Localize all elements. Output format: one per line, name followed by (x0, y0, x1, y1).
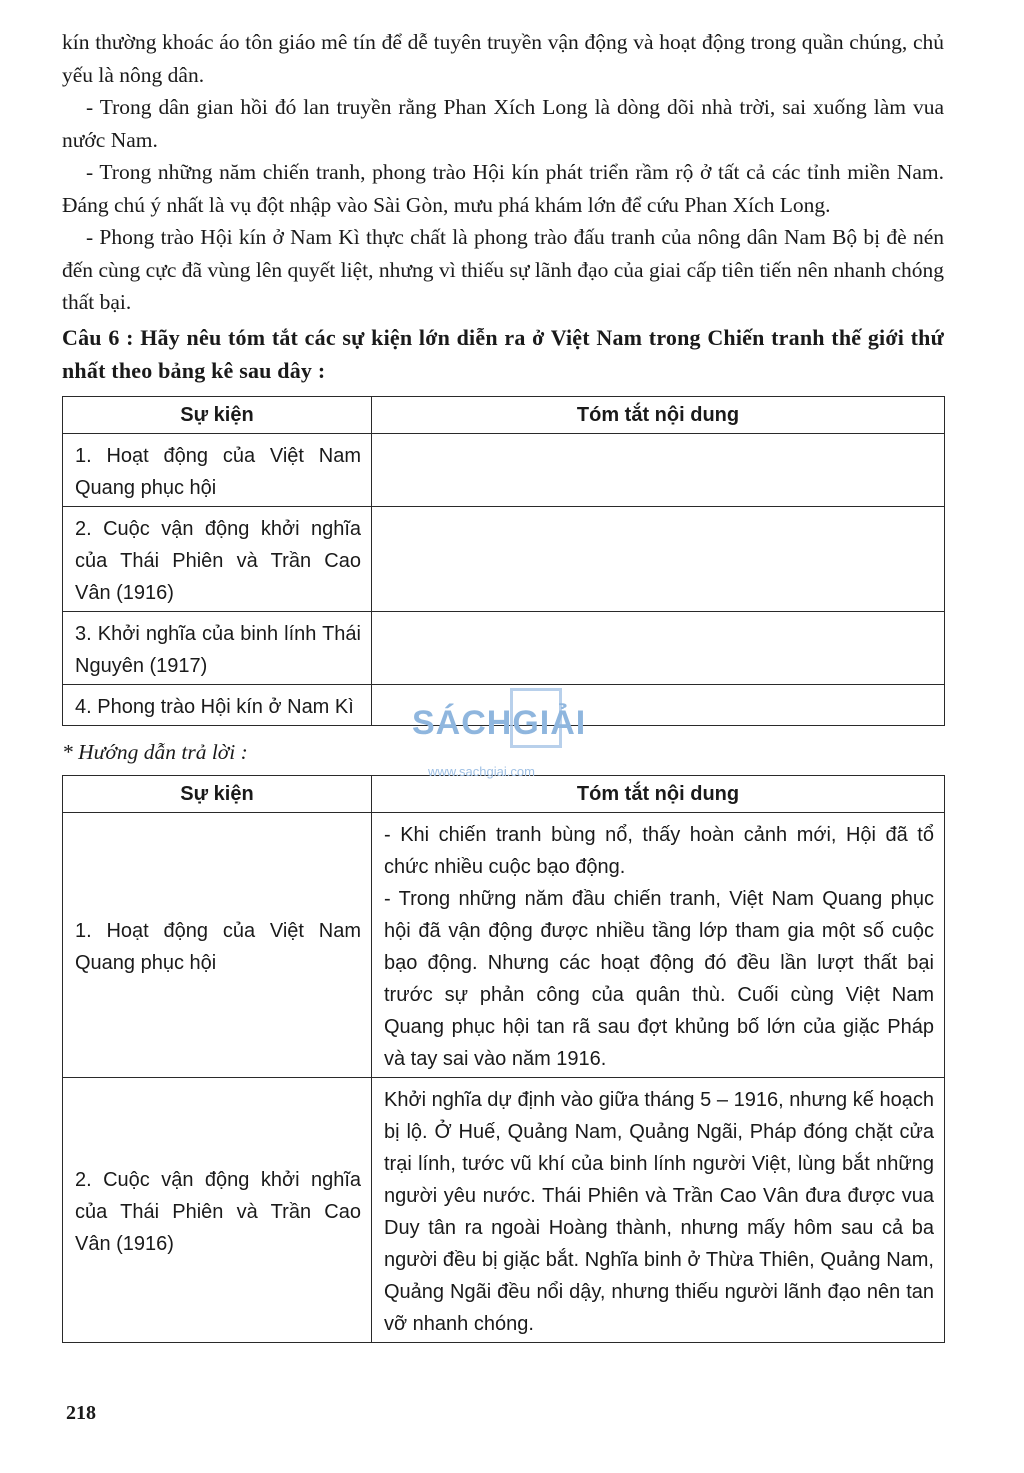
header-event: Sự kiện (63, 775, 372, 812)
event-cell: 1. Hoạt động của Việt Nam Quang phục hội (63, 812, 372, 1077)
summary-cell-empty (372, 506, 945, 611)
table-header-row (63, 775, 945, 812)
event-cell: 3. Khởi nghĩa của binh lính Thái Nguyên (1917) (63, 611, 372, 684)
table-row (63, 433, 945, 506)
summary-cell-empty (372, 684, 945, 725)
summary-cell-empty (372, 433, 945, 506)
table-row (63, 684, 945, 725)
event-cell: 2. Cuộc vận động khởi nghĩa của Thái Phiên và Trần Cao Vân (1916) (63, 506, 372, 611)
paragraph-war-years: - Trong những năm chiến tranh, phong trào Hội kín phát triển rầm rộ ở tất cả các tỉnh miền Nam. Đáng chú ý nhất là vụ đột nhập vào Sài Gòn, mưu phá khám lớn để cứu Phan Xích Long. (62, 160, 944, 217)
question-table (62, 396, 945, 726)
header-event: Sự kiện (63, 396, 372, 433)
table-row (63, 812, 945, 1077)
summary-cell-empty (372, 611, 945, 684)
answer-table (62, 775, 945, 1343)
header-summary: Tóm tắt nội dung (372, 396, 945, 433)
table-header-row (63, 396, 945, 433)
event-cell: 4. Phong trào Hội kín ở Nam Kì (63, 684, 372, 725)
header-summary: Tóm tắt nội dung (372, 775, 945, 812)
answer-guide-label: * Hướng dẫn trả lời : (62, 739, 248, 764)
summary-line: - Khi chiến tranh bùng nổ, thấy hoàn cảnh mới, Hội đã tổ chức nhiều cuộc bạo động. (384, 823, 934, 878)
paragraph-intro: kín thường khoác áo tôn giáo mê tín để dễ tuyên truyền vận động và hoạt động trong quần chúng, chủ yếu là nông dân. (62, 30, 944, 87)
table-row (63, 611, 945, 684)
summary-line: - Trong những năm đầu chiến tranh, Việt Nam Quang phục hội đã vận động được nhiều tầng lớp tham gia một số cuộc bạo động. Nhưng các hoạt động đó đều lần lượt thất bại trước sự phản công của quân thù. Cuối cùng Việt Nam Quang phục hội tan rã sau đợt khủng bố lớn của giặc Pháp và tay sai vào năm 1916. (384, 887, 934, 1070)
page-content (62, 26, 944, 1343)
watermark-url: www.sachgiai.com (428, 764, 535, 779)
table-row (63, 506, 945, 611)
event-cell: 1. Hoạt động của Việt Nam Quang phục hội (63, 433, 372, 506)
page-number: 218 (66, 1402, 96, 1424)
summary-cell (372, 1077, 945, 1342)
table-row (63, 1077, 945, 1342)
event-cell: 2. Cuộc vận động khởi nghĩa của Thái Phiên và Trần Cao Vân (1916) (63, 1077, 372, 1342)
summary-cell (372, 812, 945, 1077)
watermark-brand: SÁCHGIẢI (412, 704, 587, 742)
paragraph-folk-belief: - Trong dân gian hồi đó lan truyền rằng Phan Xích Long là dòng dõi nhà trời, sai xuống làm vua nước Nam. (62, 95, 944, 152)
paragraph-assessment: - Phong trào Hội kín ở Nam Kì thực chất là phong trào đấu tranh của nông dân Nam Bộ bị đè nén đến cùng cực đã vùng lên quyết liệt, nhưng vì thiếu sự lãnh đạo của giai cấp tiên tiến nên nhanh chóng thất bại. (62, 225, 944, 314)
summary-line: Khởi nghĩa dự định vào giữa tháng 5 – 1916, nhưng kế hoạch bị lộ. Ở Huế, Quảng Nam, Quảng Ngãi, Pháp đóng chặt cửa trại lính, tước vũ khí của binh lính người Việt, lùng bắt những người yêu nước. Thái Phiên và Trần Cao Vân đưa được vua Duy tân ra ngoài Hoàng thành, nhưng mấy hôm sau cả ba người đều bị giặc bắt. Nghĩa binh ở Thừa Thiên, Quảng Nam, Quảng Ngãi đều nổi dậy, nhưng thiếu người lãnh đạo nên tan vỡ nhanh chóng. (384, 1088, 934, 1335)
question-6: Câu 6 : Hãy nêu tóm tắt các sự kiện lớn diễn ra ở Việt Nam trong Chiến tranh thế giới thứ nhất theo bảng kê sau dây : (62, 324, 944, 383)
